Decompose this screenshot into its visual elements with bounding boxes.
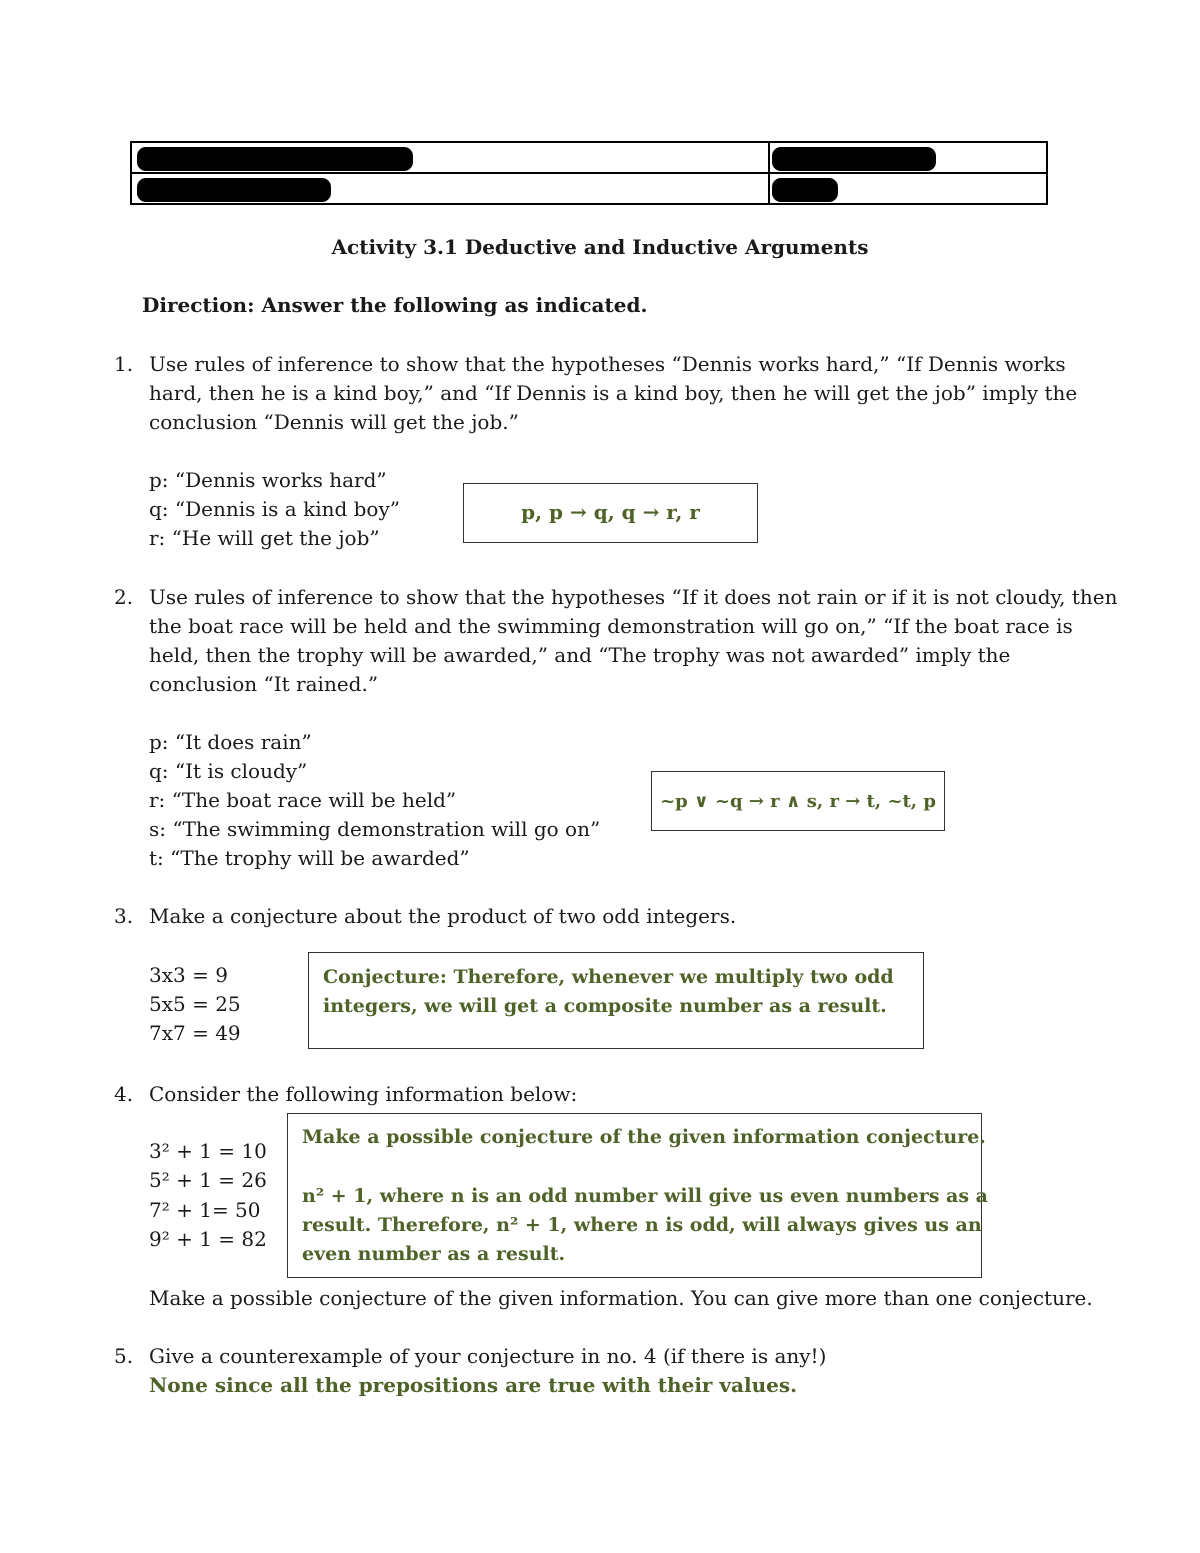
variable-definition: s: “The swimming demonstration will go on” [149, 817, 601, 841]
answer-box [651, 771, 945, 831]
example-equation: 7² + 1= 50 [149, 1198, 261, 1222]
question-text-line: Use rules of inference to show that the hypotheses “If it does not rain or if it is not cloudy, then [149, 585, 1118, 609]
answer-text: n² + 1, where n is an odd number will give us even numbers as a [302, 1185, 988, 1207]
redaction-bar [772, 178, 838, 202]
variable-definition: q: “Dennis is a kind boy” [149, 497, 400, 521]
variable-definition: p: “It does rain” [149, 730, 312, 754]
variable-definition: r: “The boat race will be held” [149, 788, 457, 812]
question-number: 2. [114, 585, 134, 609]
answer-box [308, 952, 924, 1049]
question-text-line: held, then the trophy will be awarded,” and “The trophy was not awarded” imply the [149, 643, 1011, 667]
example-equation: 9² + 1 = 82 [149, 1227, 267, 1251]
redaction-bar [137, 147, 413, 171]
example-equation: 7x7 = 49 [149, 1021, 241, 1045]
variable-definition: t: “The trophy will be awarded” [149, 846, 470, 870]
question-text-line: conclusion “Dennis will get the job.” [149, 410, 519, 434]
question-text-line: Make a possible conjecture of the given information. You can give more than one conjecture. [149, 1286, 1093, 1310]
direction-text: Direction: Answer the following as indicated. [142, 293, 648, 317]
redaction-bar [137, 178, 331, 202]
question-text-line: hard, then he is a kind boy,” and “If Dennis is a kind boy, then he will get the job” imply the [149, 381, 1078, 405]
answer-text: p, p → q, q → r, r [521, 500, 700, 524]
example-equation: 3x3 = 9 [149, 963, 228, 987]
variable-definition: p: “Dennis works hard” [149, 468, 387, 492]
page-title: Activity 3.1 Deductive and Inductive Arguments [331, 235, 869, 259]
question-number: 1. [114, 352, 134, 376]
answer-text: integers, we will get a composite number as a result. [323, 995, 887, 1017]
question-number: 4. [114, 1082, 134, 1106]
answer-box [463, 483, 758, 543]
example-equation: 3² + 1 = 10 [149, 1139, 267, 1163]
answer-text: result. Therefore, n² + 1, where n is odd, will always gives us an [302, 1214, 982, 1236]
variable-definition: q: “It is cloudy” [149, 759, 308, 783]
question-text-line: conclusion “It rained.” [149, 672, 379, 696]
redaction-bar [772, 147, 936, 171]
answer-text: even number as a result. [302, 1243, 566, 1265]
question-text-line: Use rules of inference to show that the hypotheses “Dennis works hard,” “If Dennis works [149, 352, 1066, 376]
answer-text: Make a possible conjecture of the given information conjecture. [302, 1126, 986, 1148]
answer-text: None since all the prepositions are true with their values. [149, 1373, 798, 1397]
answer-text: Conjecture: Therefore, whenever we multiply two odd [323, 966, 894, 988]
example-equation: 5x5 = 25 [149, 992, 241, 1016]
answer-text: ~p ∨ ~q → r ∧ s, r → t, ~t, p [660, 791, 936, 812]
question-text-line: Make a conjecture about the product of two odd integers. [149, 904, 737, 928]
question-text-line: Give a counterexample of your conjecture in no. 4 (if there is any!) [149, 1344, 827, 1368]
question-number: 3. [114, 904, 134, 928]
answer-box [287, 1113, 988, 1278]
example-equation: 5² + 1 = 26 [149, 1168, 267, 1192]
variable-definition: r: “He will get the job” [149, 526, 380, 550]
question-text-line: Consider the following information below: [149, 1082, 578, 1106]
question-number: 5. [114, 1344, 134, 1368]
question-text-line: the boat race will be held and the swimming demonstration will go on,” “If the boat race is [149, 614, 1073, 638]
